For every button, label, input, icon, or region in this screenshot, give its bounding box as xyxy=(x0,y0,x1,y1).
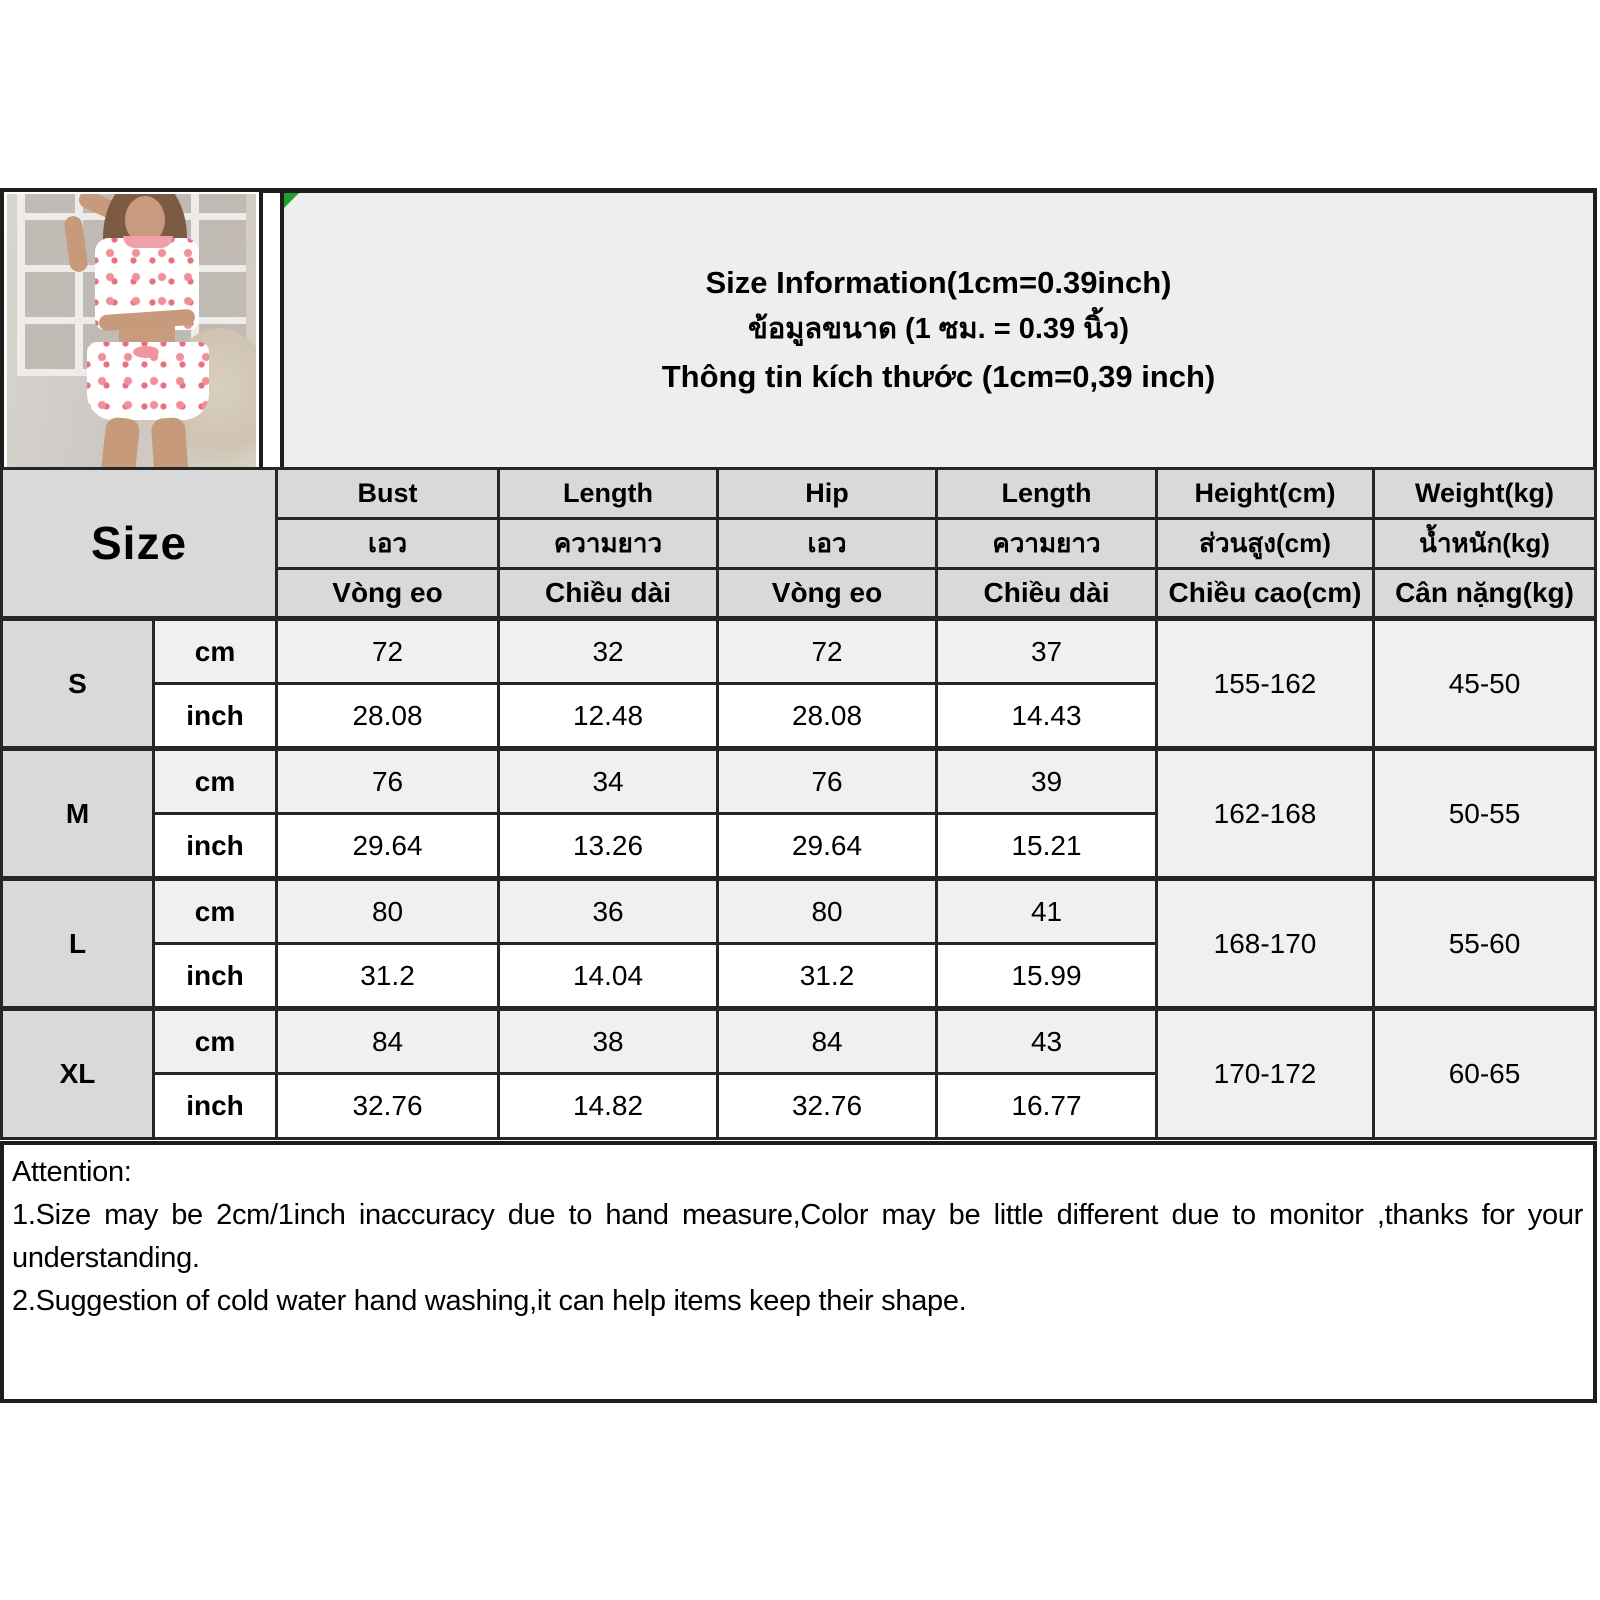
m-weight: 50-55 xyxy=(1374,749,1596,879)
size-label-xl: XL xyxy=(2,1009,154,1139)
l-bust-cm: 80 xyxy=(277,879,499,944)
s-length-cm: 32 xyxy=(499,619,718,684)
unit-inch: inch xyxy=(154,944,277,1009)
m-length-cm: 34 xyxy=(499,749,718,814)
product-photo-scene xyxy=(7,194,256,470)
size-label-l: L xyxy=(2,879,154,1009)
title-thai: ข้อมูลขนาด (1 ซม. = 0.39 นิ้ว) xyxy=(748,313,1129,345)
m-height: 162-168 xyxy=(1157,749,1374,879)
m-bust-cm: 76 xyxy=(277,749,499,814)
unit-cm: cm xyxy=(154,749,277,814)
col-header-length2-th: ความยาว xyxy=(937,519,1157,569)
title-vietnamese: Thông tin kích thước (1cm=0,39 inch) xyxy=(661,359,1216,394)
col-header-hip: Hip xyxy=(718,469,937,519)
s-length2-cm: 37 xyxy=(937,619,1157,684)
m-bust-inch: 29.64 xyxy=(277,814,499,879)
s-hip-cm: 72 xyxy=(718,619,937,684)
size-table xyxy=(0,467,1597,1140)
title-english: Size Information(1cm=0.39inch) xyxy=(705,265,1172,300)
attention-note-1: 1.Size may be 2cm/1inch inaccuracy due to hand measure,Color may be little different due to monitor ,thanks for your understanding. xyxy=(12,1199,1583,1274)
xl-weight: 60-65 xyxy=(1374,1009,1596,1139)
l-weight: 55-60 xyxy=(1374,879,1596,1009)
s-weight: 45-50 xyxy=(1374,619,1596,749)
green-corner-marker xyxy=(284,193,299,208)
s-bust-inch: 28.08 xyxy=(277,684,499,749)
unit-cm: cm xyxy=(154,619,277,684)
table-row-l-cm xyxy=(2,879,1596,944)
model-leg-right xyxy=(151,417,190,470)
col-header-height: Height(cm) xyxy=(1157,469,1374,519)
col-header-weight-th: น้ำหนัก(kg) xyxy=(1374,519,1596,569)
m-length2-inch: 15.21 xyxy=(937,814,1157,879)
unit-inch: inch xyxy=(154,684,277,749)
xl-bust-cm: 84 xyxy=(277,1009,499,1074)
product-photo xyxy=(0,188,263,477)
size-label-s: S xyxy=(2,619,154,749)
l-length2-inch: 15.99 xyxy=(937,944,1157,1009)
l-length2-cm: 41 xyxy=(937,879,1157,944)
unit-cm: cm xyxy=(154,1009,277,1074)
col-header-height-th: ส่วนสูง(cm) xyxy=(1157,519,1374,569)
s-hip-inch: 28.08 xyxy=(718,684,937,749)
model-leg-left xyxy=(99,416,140,470)
pajama-neck-trim xyxy=(123,236,173,248)
table-row-m-cm xyxy=(2,749,1596,814)
l-bust-inch: 31.2 xyxy=(277,944,499,1009)
l-length-inch: 14.04 xyxy=(499,944,718,1009)
col-header-length-vi: Chiều dài xyxy=(499,569,718,619)
unit-cm: cm xyxy=(154,879,277,944)
col-header-hip-vi: Vòng eo xyxy=(718,569,937,619)
l-height: 168-170 xyxy=(1157,879,1374,1009)
col-header-bust-vi: Vòng eo xyxy=(277,569,499,619)
col-header-length-th: ความยาว xyxy=(499,519,718,569)
xl-hip-cm: 84 xyxy=(718,1009,937,1074)
col-header-height-vi: Chiều cao(cm) xyxy=(1157,569,1374,619)
xl-height: 170-172 xyxy=(1157,1009,1374,1139)
table-row-s-cm xyxy=(2,619,1596,684)
size-label-m: M xyxy=(2,749,154,879)
title-block xyxy=(280,188,1597,467)
m-length-inch: 13.26 xyxy=(499,814,718,879)
table-row-xl-cm xyxy=(2,1009,1596,1074)
col-header-bust-th: เอว xyxy=(277,519,499,569)
shorts-bow xyxy=(133,346,159,358)
attention-heading: Attention: xyxy=(12,1156,132,1188)
m-hip-cm: 76 xyxy=(718,749,937,814)
size-corner-label: Size xyxy=(2,469,277,619)
unit-inch: inch xyxy=(154,1074,277,1139)
s-length-inch: 12.48 xyxy=(499,684,718,749)
m-length2-cm: 39 xyxy=(937,749,1157,814)
l-hip-cm: 80 xyxy=(718,879,937,944)
col-header-length: Length xyxy=(499,469,718,519)
col-header-weight: Weight(kg) xyxy=(1374,469,1596,519)
col-header-length2: Length xyxy=(937,469,1157,519)
col-header-weight-vi: Cân nặng(kg) xyxy=(1374,569,1596,619)
s-height: 155-162 xyxy=(1157,619,1374,749)
xl-length2-inch: 16.77 xyxy=(937,1074,1157,1139)
col-header-length2-vi: Chiều dài xyxy=(937,569,1157,619)
unit-inch: inch xyxy=(154,814,277,879)
l-length-cm: 36 xyxy=(499,879,718,944)
col-header-hip-th: เอว xyxy=(718,519,937,569)
s-bust-cm: 72 xyxy=(277,619,499,684)
l-hip-inch: 31.2 xyxy=(718,944,937,1009)
attention-notes xyxy=(0,1141,1597,1403)
xl-bust-inch: 32.76 xyxy=(277,1074,499,1139)
xl-hip-inch: 32.76 xyxy=(718,1074,937,1139)
header-row-english xyxy=(2,469,1596,519)
xl-length2-cm: 43 xyxy=(937,1009,1157,1074)
col-header-bust: Bust xyxy=(277,469,499,519)
s-length2-inch: 14.43 xyxy=(937,684,1157,749)
m-hip-inch: 29.64 xyxy=(718,814,937,879)
xl-length-cm: 38 xyxy=(499,1009,718,1074)
xl-length-inch: 14.82 xyxy=(499,1074,718,1139)
attention-note-2: 2.Suggestion of cold water hand washing,it can help items keep their shape. xyxy=(12,1285,967,1317)
